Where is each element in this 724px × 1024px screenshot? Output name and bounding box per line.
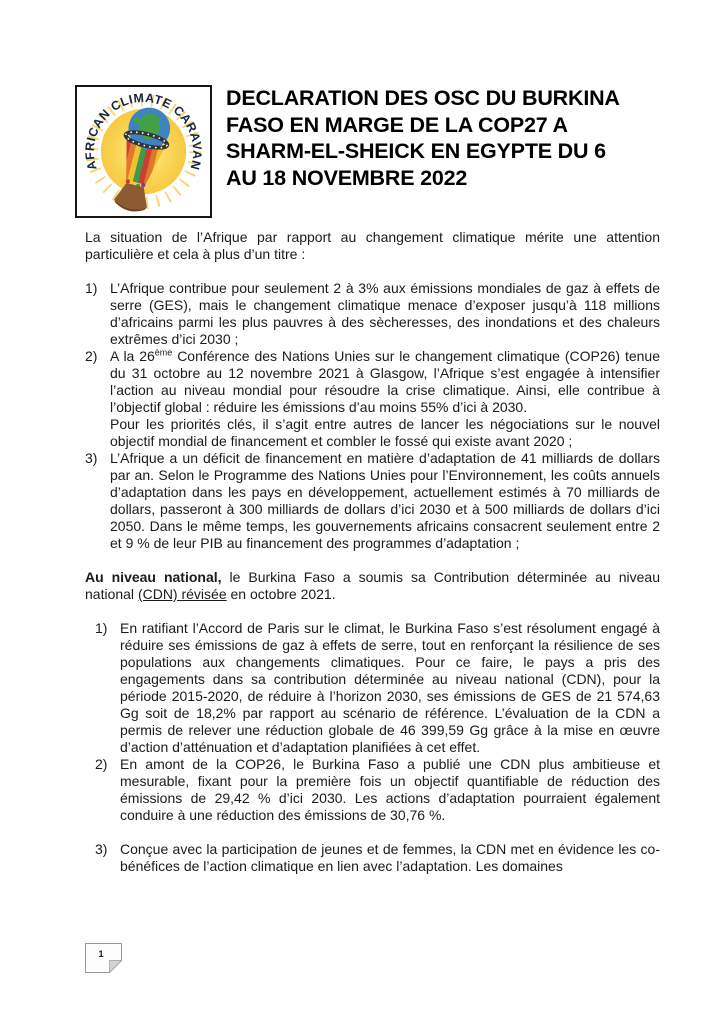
global-context-list [85, 280, 660, 552]
item-text: L’Afrique a un déficit de financement en matière d’adaptation de 41 milliards de dollars par an. Selon le Programme des Nations Unies pour l’Environnement, les coûts annuels d’adaptation dans les pays en développement, actuellement estimés à 70 milliards de dollars, passeront à 300 milliards de dollars d’ici 2030 et à 500 milliards de dollars d’ici 2050. Dans le même temps, les gouvernements africains consacrent seulement entre 2 et 9 % de leur PIB au financement des programmes d’adaptation ; [110, 450, 660, 551]
text-segment: Conférence des Nations Unies sur le changement climatique (COP26) tenue du 31 octobre au 12 novembre 2021 à Glasgow, l’Afrique s’est engagée à intensifier l’action au niveau mondial pour résoudre la crise climatique. Ainsi, elle contribue à l’objectif global : réduire les émissions d’au moins 55% d’ici à 2030. [110, 348, 660, 415]
cdn-underlined-text: (CDN) révisée [137, 586, 227, 602]
item-text: En ratifiant l’Accord de Paris sur le climat, le Burkina Faso s’est résolument engagé à réduire ses émissions de gaz à effets de serre, tout en renforçant la résilience de ses populations aux changements climatiques. Pour ce faire, le pays a pris des engagements dans sa contribution déterminée au niveau national (CDN), pour la période 2015-2020, de réduire à l’horizon 2030, ses émissions de GES de 21 574,63 Gg soit de 18,2% par rapport au scénario de référence. L’évaluation de la CDN a permis de relever une réduction globale de 46 399,59 Gg grâce à la mise en œuvre d’action d’atténuation et d’adaptation planifiées à cet effet. [120, 620, 660, 755]
item-subparagraph: Pour les priorités clés, il s’agit entre autres de lancer les négociations sur le nouvel objectif mondial de financement et combler le fossé qui existe avant 2020 ; [110, 416, 660, 449]
list-item [95, 841, 660, 875]
african-climate-caravan-logo [80, 90, 207, 213]
item-number: 3) [85, 450, 98, 466]
document-title [226, 85, 676, 191]
item-text: L’Afrique contribue pour seulement 2 à 3% aux émissions mondiales de gaz à effets de serre (GES), mais le changement climatique menace d’exposer jusqu’à 118 millions d’africains parmi les plus pauvres à des sècheresses, des inondations et des chaleurs extrêmes d’ici 2030 ; [110, 280, 660, 347]
title-line: FASO EN MARGE DE LA COP27 A [226, 112, 568, 137]
text-segment: A la 26 [110, 348, 155, 364]
page-number: 1 [98, 949, 104, 960]
item-number: 3) [95, 841, 108, 857]
logo-box [75, 85, 212, 218]
document-header [75, 85, 676, 218]
intro-paragraph: La situation de l’Afrique par rapport au changement climatique mérite une attention particulière et cela à plus d’un titre : [85, 229, 660, 262]
item-paragraph [110, 348, 660, 416]
text-segment: le Burkina Faso a soumis sa Contribution déterminée au niveau national [85, 569, 660, 602]
item-number: 1) [85, 280, 98, 296]
item-number: 2) [95, 756, 108, 772]
text-segment: en octobre 2021. [226, 586, 336, 602]
page-number-badge [85, 943, 122, 973]
item-text [110, 348, 660, 450]
item-text: Conçue avec la participation de jeunes et de femmes, la CDN met en évidence les co-bénéfices de l’action climatique en lien avec l’adaptation. Les domaines [120, 841, 660, 874]
national-intro-paragraph [85, 569, 660, 603]
title-line: DECLARATION DES OSC DU BURKINA [226, 86, 620, 110]
list-item [85, 348, 660, 450]
ordinal-superscript: ème [154, 347, 173, 358]
item-number: 2) [85, 348, 98, 364]
list-item [95, 756, 660, 824]
list-item [85, 450, 660, 552]
list-item [85, 280, 660, 348]
logo-arc-text: AFRICAN CLIMATE CARAVAN [82, 90, 205, 172]
list-item [95, 620, 660, 756]
document-body [85, 229, 660, 875]
bold-lead: Au niveau national, [85, 569, 222, 585]
title-line: SHARM-EL-SHEICK EN EGYPTE DU 6 [226, 139, 606, 163]
national-list [95, 620, 660, 875]
item-text: En amont de la COP26, le Burkina Faso a publié une CDN plus ambitieuse et mesurable, fixant pour la première fois un objectif quantifiable de réduction des émissions de 29,42 % d’ici 2030. Les actions d’adaptation pourraient également conduire à une réduction des émissions de 30,76 %. [120, 756, 660, 823]
item-number: 1) [95, 620, 108, 636]
title-line: AU 18 NOVEMBRE 2022 [226, 165, 468, 190]
